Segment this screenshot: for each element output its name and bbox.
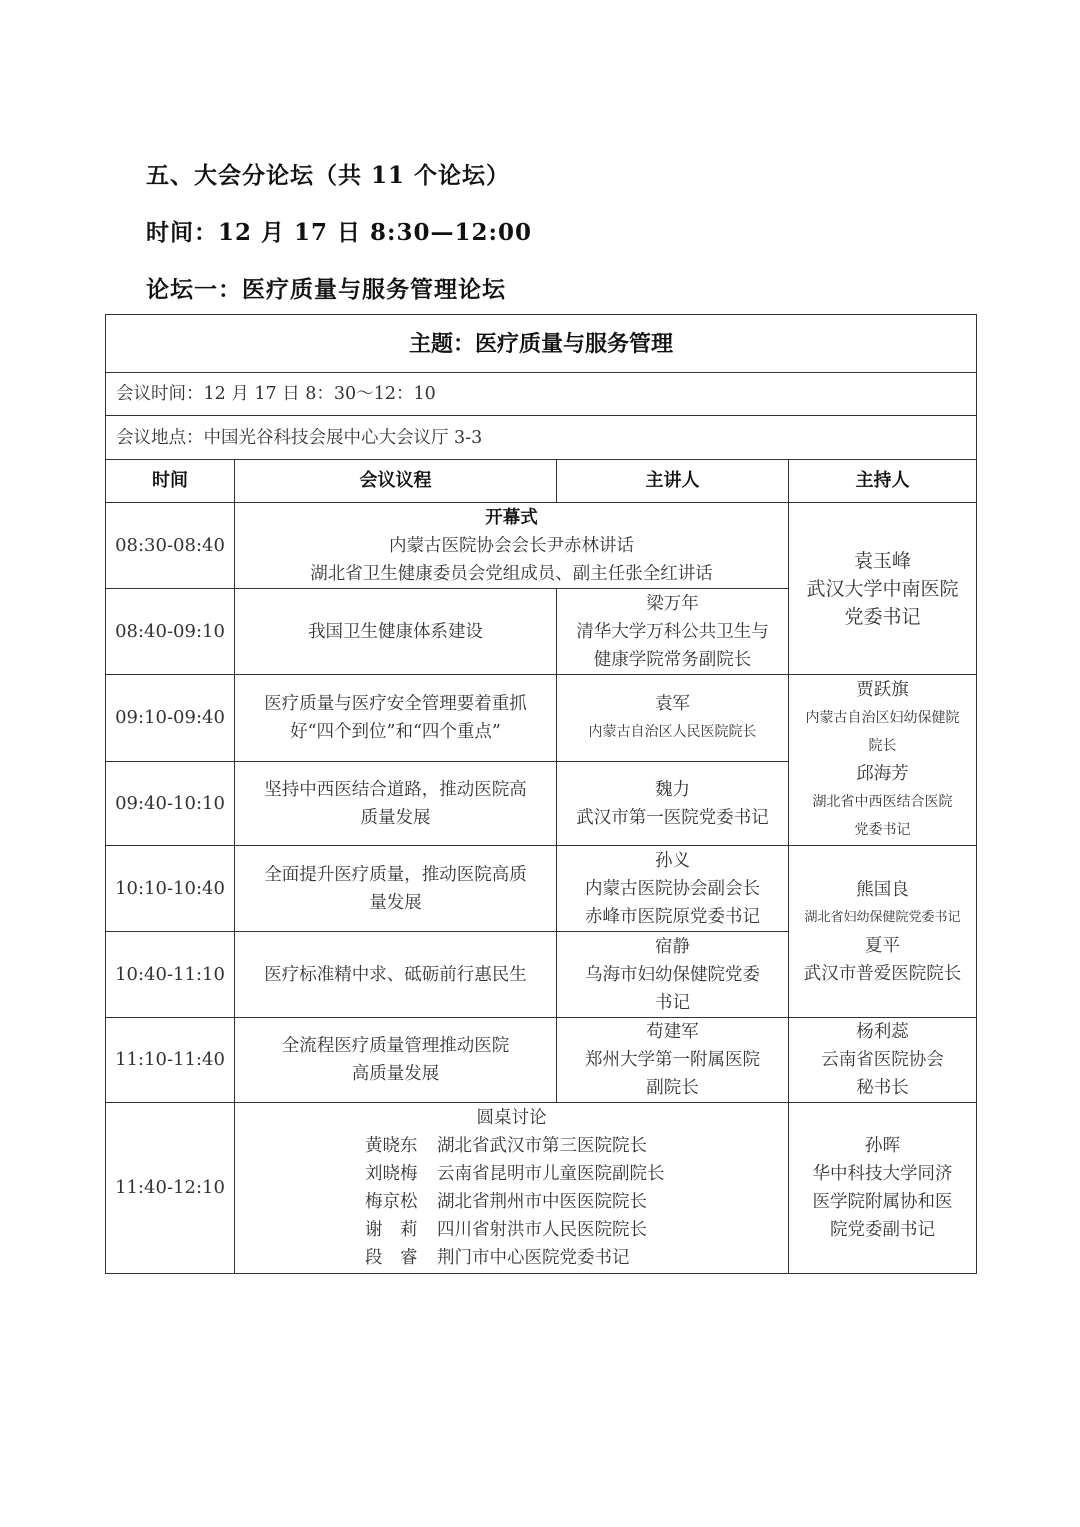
roundtable-cell: [235, 1103, 789, 1274]
host-name: 袁玉峰: [854, 549, 912, 572]
agenda-line: 质量发展: [360, 807, 431, 828]
agenda-line: 好“四个到位”和“四个重点”: [290, 722, 501, 742]
host-title: 武汉大学中南医院: [806, 577, 959, 600]
host-title: 湖北省妇幼保健院党委书记: [804, 909, 961, 925]
roundtable-member: [365, 1188, 784, 1216]
row-agenda: [235, 503, 789, 589]
table-row: [106, 503, 977, 589]
speaker-title: 赤峰市医院原党委书记: [585, 906, 760, 927]
col-header-agenda: 会议议程: [235, 460, 557, 503]
host-name: 熊国良: [856, 879, 909, 900]
host-title: 武汉市普爱医院院长: [803, 963, 962, 984]
row-agenda: [235, 762, 557, 846]
row-time: 08:30-08:40: [106, 503, 235, 589]
host-title: 党委书记: [854, 822, 911, 838]
row-time: 09:40-10:10: [106, 762, 235, 846]
agenda-line: 全面提升医疗质量，推动医院高质: [264, 864, 527, 885]
roundtable-member: [365, 1160, 784, 1188]
row-time: 08:40-09:10: [106, 589, 235, 675]
row-speaker: [557, 846, 789, 932]
host-title: 秘书长: [856, 1078, 909, 1098]
host-name: 孙晖: [865, 1136, 900, 1156]
speaker-title: 清华大学万科公共卫生与: [576, 621, 769, 642]
header-row: [106, 460, 977, 503]
row-speaker: [557, 932, 789, 1018]
speaker-title: 乌海市妇幼保健院党委: [585, 964, 760, 985]
table-row: [106, 1103, 977, 1274]
meeting-place: 会议地点：中国光谷科技会展中心大会议厅 3-3: [106, 416, 977, 460]
row-host: [789, 846, 977, 1018]
speaker-name: 袁军: [655, 694, 690, 714]
host-name: 邱海芳: [856, 764, 909, 784]
host-title: 内蒙古自治区妇幼保健院: [805, 710, 960, 726]
agenda-line: 坚持中西医结合道路，推动医院高: [264, 779, 527, 800]
row-agenda: 我国卫生健康体系建设: [235, 589, 557, 675]
speaker-title: 武汉市第一医院党委书记: [576, 807, 769, 828]
row-agenda: [235, 675, 557, 762]
host-name: 杨利蕊: [856, 1022, 909, 1042]
host-title: 院党委副书记: [830, 1220, 935, 1240]
roundtable-member: [365, 1132, 784, 1160]
speaker-title: 副院长: [646, 1078, 699, 1098]
time-heading: 时间：12 月 17 日 8:30—12:00: [146, 219, 533, 246]
host-title: 湖北省中西医结合医院: [812, 794, 953, 810]
speaker-title: 内蒙古自治区人民医院院长: [588, 724, 757, 740]
speaker-title: 书记: [655, 992, 690, 1013]
agenda-line: 高质量发展: [351, 1064, 440, 1084]
meeting-time: 会议时间：12 月 17 日 8：30～12：10: [106, 373, 977, 416]
row-time: 11:10-11:40: [106, 1018, 235, 1103]
host-title: 院长: [868, 738, 897, 754]
agenda-line: 湖北省卫生健康委员会党组成员、副主任张全红讲话: [310, 563, 713, 584]
table-title: 主题：医疗质量与服务管理: [106, 315, 977, 373]
speaker-name: 梁万年: [646, 593, 699, 614]
row-speaker: [557, 675, 789, 762]
agenda-line: 医疗质量与医疗安全管理要着重抓: [264, 694, 527, 714]
col-header-time: 时间: [106, 460, 235, 503]
row-speaker: [557, 1018, 789, 1103]
col-header-speaker: 主讲人: [557, 460, 789, 503]
member-name: 谢 莉: [365, 1220, 418, 1240]
table-row: [106, 846, 977, 932]
host-title: 华中科技大学同济: [812, 1164, 953, 1184]
col-header-host: 主持人: [789, 460, 977, 503]
member-role: 云南省昆明市儿童医院副院长: [437, 1164, 665, 1184]
member-name: 段 睿: [365, 1248, 418, 1268]
host-title: 医学院附属协和医: [812, 1192, 953, 1212]
member-name: 刘晓梅: [365, 1164, 418, 1184]
speaker-title: 郑州大学第一附属医院: [585, 1050, 760, 1070]
agenda-line: 全流程医疗质量管理推动医院: [281, 1036, 510, 1056]
agenda-line: 开幕式: [485, 507, 538, 528]
table-row: [106, 675, 977, 762]
row-agenda: [235, 846, 557, 932]
section-heading: 五、大会分论坛（共 11 个论坛）: [146, 162, 511, 189]
row-time: 10:10-10:40: [106, 846, 235, 932]
row-host: [789, 675, 977, 846]
host-title: 党委书记: [844, 605, 921, 628]
member-role: 荆门市中心医院党委书记: [437, 1248, 630, 1268]
speaker-title: 健康学院常务副院长: [593, 649, 752, 670]
host-title: 云南省医院协会: [821, 1050, 944, 1070]
forum-schedule-table: [105, 314, 977, 1274]
table-row: [106, 1018, 977, 1103]
row-agenda: [235, 1018, 557, 1103]
row-speaker: [557, 589, 789, 675]
speaker-name: 魏力: [655, 779, 690, 800]
member-role: 四川省射洪市人民医院院长: [437, 1220, 647, 1240]
row-time: 10:40-11:10: [106, 932, 235, 1018]
agenda-line: 量发展: [369, 892, 422, 913]
member-name: 梅京松: [365, 1192, 418, 1212]
row-speaker: [557, 762, 789, 846]
roundtable-member: [365, 1216, 784, 1244]
member-role: 湖北省荆州市中医医院院长: [437, 1192, 647, 1212]
roundtable-title: 圆桌讨论: [476, 1108, 547, 1128]
row-agenda: 医疗标准精中求、砥砺前行惠民生: [235, 932, 557, 1018]
row-time: 11:40-12:10: [106, 1103, 235, 1274]
speaker-name: 宿静: [655, 936, 690, 957]
speaker-name: 孙义: [655, 850, 690, 871]
host-name: 夏平: [865, 935, 900, 956]
row-host: [789, 1103, 977, 1274]
roundtable-member: [365, 1244, 784, 1272]
speaker-name: 苟建军: [646, 1022, 699, 1042]
row-host: [789, 1018, 977, 1103]
agenda-line: 内蒙古医院协会会长尹赤林讲话: [389, 535, 634, 556]
row-time: 09:10-09:40: [106, 675, 235, 762]
row-host: [789, 503, 977, 675]
speaker-title: 内蒙古医院协会副会长: [585, 878, 760, 899]
host-name: 贾跃旗: [856, 680, 909, 700]
member-name: 黄晓东: [365, 1136, 418, 1156]
member-role: 湖北省武汉市第三医院院长: [437, 1136, 647, 1156]
forum-heading: 论坛一：医疗质量与服务管理论坛: [146, 276, 506, 303]
